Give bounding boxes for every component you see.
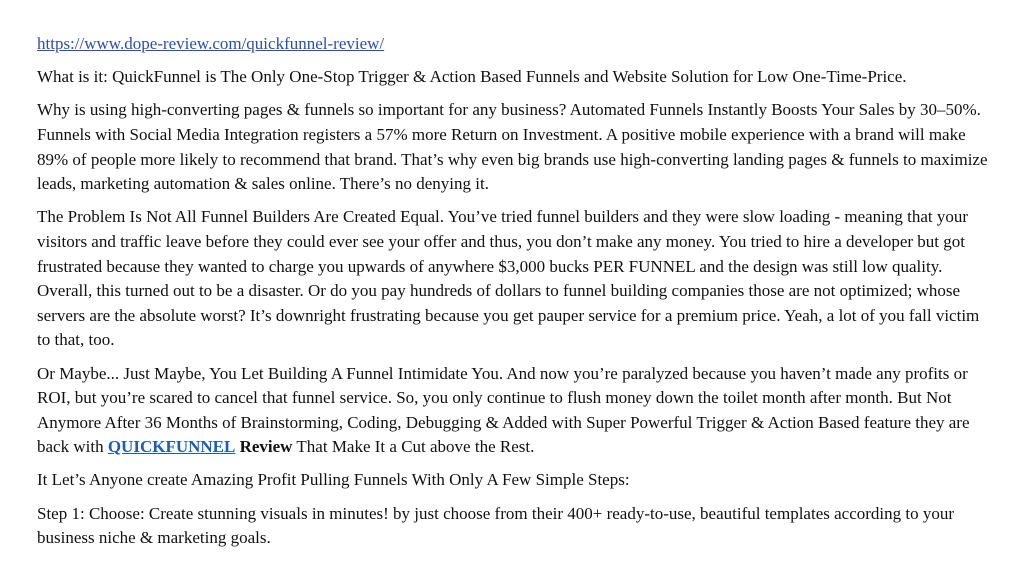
steps-intro-paragraph: It Let’s Anyone create Amazing Profit Pulling Funnels With Only A Few Simple Steps: bbox=[37, 470, 630, 490]
document-body bbox=[37, 32, 992, 559]
what-is-it-paragraph: What is it: QuickFunnel is The Only One-Stop Trigger & Action Based Funnels and Website Solution for Low One-Time-Price. bbox=[37, 67, 907, 87]
url-paragraph bbox=[37, 32, 992, 57]
review-bold-text: Review bbox=[239, 437, 293, 457]
problem-paragraph: The Problem Is Not All Funnel Builders Are Created Equal. You’ve tried funnel builders and they were slow loading - meaning that your visitors and traffic leave before they could ever see your offer and thus, you don’t make any money. You tried to hire a developer but got frustrated because they wanted to charge you upwards of anywhere $3,000 bucks PER FUNNEL and the design was still low quality. Overall, this turned out to be a disaster. Or do you pay hundreds of dollars to funnel building companies those are not optimized; whose servers are the absolute worst? It’s downright frustrating because you get pauper service for a premium price. Yeah, a lot of you fall victim to that, too. bbox=[37, 207, 980, 350]
maybe-paragraph bbox=[37, 362, 992, 460]
step-1-paragraph: Step 1: Choose: Create stunning visuals in minutes! by just choose from their 400+ ready-to-use, beautiful templates according to your business niche & marketing goals. bbox=[37, 503, 955, 548]
quickfunnel-link[interactable]: QUICKFUNNEL bbox=[107, 437, 236, 457]
source-link[interactable]: https://www.dope-review.com/quickfunnel-review/ bbox=[37, 34, 385, 53]
maybe-paragraph-text: Or Maybe... Just Maybe, You Let Building A Funnel Intimidate You. And now you’re paralyzed because you haven’t made any profits or ROI, but you’re scared to cancel that funnel service. So, you only continue to flush money down the toilet month after month. But Not Anymore After 36 Months of Brainstorming, Coding, Debugging & Added with Super Powerful Trigger & Action Based feature they are back with bbox=[37, 363, 970, 457]
maybe-paragraph-end: That Make It a Cut above the Rest. bbox=[292, 437, 535, 457]
why-paragraph: Why is using high-converting pages & funnels so important for any business? Automated Funnels Instantly Boosts Your Sales by 30–50%. Funnels with Social Media Integration registers a 57% more Return on Investment. A positive mobile experience with a brand will make 89% of people more likely to recommend that brand. That’s why even big brands use high-converting landing pages & funnels to maximize leads, marketing automation & sales online. There’s no denying it. bbox=[37, 100, 988, 194]
